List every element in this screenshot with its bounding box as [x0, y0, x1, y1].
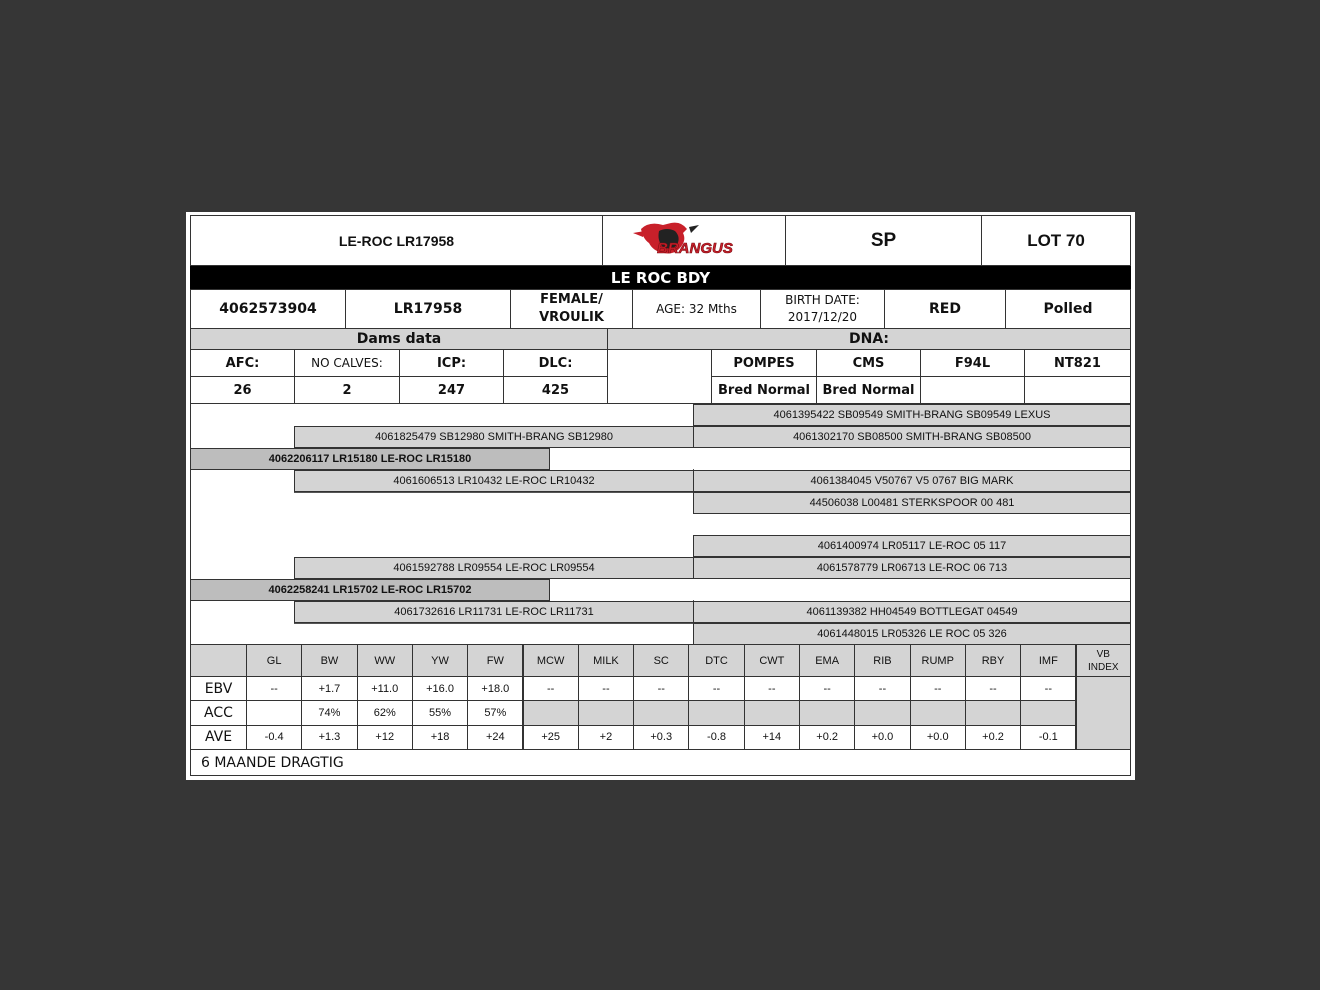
ebv-cell-acc-imf	[1020, 700, 1076, 725]
ebv-cell-ave-bw: +1.3	[301, 725, 357, 750]
ebv-cell-ave-ww: +12	[357, 725, 413, 750]
birth-date-cell	[760, 289, 885, 329]
ebv-header-cwt: CWT	[744, 644, 800, 677]
ebv-cell-ebv-ema: --	[799, 676, 855, 701]
svg-text:BRANGUS: BRANGUS	[657, 239, 733, 257]
ebv-cell-acc-mcw	[523, 700, 579, 725]
dna-pompes-value: Bred Normal	[711, 376, 817, 404]
colour: RED	[884, 289, 1006, 329]
ebv-header-rump: RUMP	[910, 644, 966, 677]
age: AGE: 32 Mths	[632, 289, 761, 329]
ebv-cell-ebv-sc: --	[633, 676, 689, 701]
ebv-cell-ave-milk: +2	[578, 725, 634, 750]
pedigree-dam-dam: 4061732616 LR11731 LE-ROC LR11731	[294, 601, 694, 623]
ebv-cell-acc-rib	[854, 700, 910, 725]
ebv-cell-acc-rump	[910, 700, 966, 725]
ebv-cell-acc-milk	[578, 700, 634, 725]
ebv-cell-ebv-cwt: --	[744, 676, 800, 701]
ebv-cell-ebv-yw: +16.0	[412, 676, 468, 701]
dna-blank-cell	[607, 349, 712, 404]
ebv-header-ema: EMA	[799, 644, 855, 677]
ebv-cell-acc-gl	[246, 700, 302, 725]
pedigree-dam-sire-dam: 4061578779 LR06713 LE-ROC 06 713	[693, 557, 1131, 579]
ebv-cell-ebv-imf: --	[1020, 676, 1076, 701]
ebv-cell-ave-imf: -0.1	[1020, 725, 1076, 750]
ebv-cell-ave-rby: +0.2	[965, 725, 1021, 750]
pedigree-sire: 4062206117 LR15180 LE-ROC LR15180	[190, 448, 550, 470]
ebv-cell-ave-rib: +0.0	[854, 725, 910, 750]
pedigree-dam-sire-sire: 4061400974 LR05117 LE-ROC 05 117	[693, 535, 1131, 557]
no-calves-value: 2	[294, 376, 400, 404]
ebv-cell-acc-rby	[965, 700, 1021, 725]
ebv-cell-ave-cwt: +14	[744, 725, 800, 750]
birth-date-label: BIRTH DATE:	[785, 293, 860, 307]
ebv-header-dtc: DTC	[688, 644, 744, 677]
pedigree-dam-dam-sire: 4061139382 HH04549 BOTTLEGAT 04549	[693, 601, 1131, 623]
ebv-header-imf: IMF	[1020, 644, 1076, 677]
dna-cms-header: CMS	[816, 349, 921, 377]
pedigree-dam-dam-dam: 4061448015 LR05326 LE ROC 05 326	[693, 623, 1131, 645]
pedigree-sire-sire-dam: 4061302170 SB08500 SMITH-BRANG SB08500	[693, 426, 1131, 448]
breeder-bar: LE ROC BDY	[190, 266, 1131, 289]
ebv-cell-acc-fw: 57%	[467, 700, 523, 725]
animal-name: LE-ROC LR17958	[190, 215, 603, 266]
pedigree-dam-sire: 4061592788 LR09554 LE-ROC LR09554	[294, 557, 694, 579]
ebv-cell-ave-gl: -0.4	[246, 725, 302, 750]
ebv-cell-ebv-ww: +11.0	[357, 676, 413, 701]
ebv-cell-ave-sc: +0.3	[633, 725, 689, 750]
registration-number: LR17958	[345, 289, 511, 329]
horn-status: Polled	[1005, 289, 1131, 329]
ebv-cell-acc-ema	[799, 700, 855, 725]
pedigree-sire-sire-sire: 4061395422 SB09549 SMITH-BRANG SB09549 LEXUS	[693, 404, 1131, 426]
ebv-cell-ebv-dtc: --	[688, 676, 744, 701]
ebv-cell-ebv-milk: --	[578, 676, 634, 701]
ebv-row-label-ebv: EBV	[190, 676, 247, 701]
category: SP	[785, 215, 982, 266]
animal-id: 4062573904	[190, 289, 346, 329]
dna-nt821-header: NT821	[1024, 349, 1131, 377]
ebv-header-yw: YW	[412, 644, 468, 677]
ebv-header-mcw: MCW	[523, 644, 579, 677]
dna-nt821-value	[1024, 376, 1131, 404]
ebv-cell-ave-yw: +18	[412, 725, 468, 750]
no-calves-header: NO CALVES:	[294, 349, 400, 377]
pedigree-dam: 4062258241 LR15702 LE-ROC LR15702	[190, 579, 550, 601]
dna-f94l-value	[920, 376, 1025, 404]
ebv-cell-acc-bw: 74%	[301, 700, 357, 725]
dlc-value: 425	[503, 376, 608, 404]
ebv-header-bw: BW	[301, 644, 357, 677]
dams-data-title: Dams data	[190, 328, 608, 350]
dna-title: DNA:	[607, 328, 1131, 350]
birth-date: 2017/12/20	[787, 310, 858, 324]
ebv-row-label-ave: AVE	[190, 725, 247, 750]
ebv-corner	[190, 644, 247, 677]
ebv-header-rib: RIB	[854, 644, 910, 677]
ebv-header-ww: WW	[357, 644, 413, 677]
ebv-header-milk: MILK	[578, 644, 634, 677]
ebv-header-fw: FW	[467, 644, 523, 677]
ebv-row-label-acc: ACC	[190, 700, 247, 725]
afc-value: 26	[190, 376, 295, 404]
icp-header: ICP:	[399, 349, 504, 377]
ebv-header-rby: RBY	[965, 644, 1021, 677]
bull-head-icon	[629, 219, 759, 263]
pedigree-sire-dam-sire: 4061384045 V50767 V5 0767 BIG MARK	[693, 470, 1131, 492]
pedigree-sire-sire: 4061825479 SB12980 SMITH-BRANG SB12980	[294, 426, 694, 448]
ebv-header-sc: SC	[633, 644, 689, 677]
pedigree-sire-dam: 4061606513 LR10432 LE-ROC LR10432	[294, 470, 694, 492]
sex: FEMALE/ VROULIK	[510, 289, 633, 329]
ebv-cell-ave-ema: +0.2	[799, 725, 855, 750]
ebv-cell-ave-rump: +0.0	[910, 725, 966, 750]
pedigree-sire-dam-dam: 44506038 L00481 STERKSPOOR 00 481	[693, 492, 1131, 514]
ebv-cell-ebv-fw: +18.0	[467, 676, 523, 701]
ebv-cell-ebv-gl: --	[246, 676, 302, 701]
lot-card	[186, 212, 1135, 780]
dna-f94l-header: F94L	[920, 349, 1025, 377]
ebv-cell-acc-dtc	[688, 700, 744, 725]
ebv-cell-ave-dtc: -0.8	[688, 725, 744, 750]
lot-number: LOT 70	[981, 215, 1131, 266]
lot-comment: 6 MAANDE DRAGTIG	[190, 749, 1131, 776]
ebv-cell-ebv-rump: --	[910, 676, 966, 701]
afc-header: AFC:	[190, 349, 295, 377]
ebv-cell-ave-fw: +24	[467, 725, 523, 750]
icp-value: 247	[399, 376, 504, 404]
ebv-header-vb-index: VB INDEX	[1076, 644, 1132, 677]
brangus-logo	[602, 215, 786, 266]
ebv-cell-acc-cwt	[744, 700, 800, 725]
ebv-cell-acc-sc	[633, 700, 689, 725]
ebv-cell-ave-mcw: +25	[523, 725, 579, 750]
dlc-header: DLC:	[503, 349, 608, 377]
ebv-cell-acc-yw: 55%	[412, 700, 468, 725]
ebv-cell-ebv-bw: +1.7	[301, 676, 357, 701]
ebv-header-gl: GL	[246, 644, 302, 677]
ebv-cell-ebv-rby: --	[965, 676, 1021, 701]
ebv-cell-acc-ww: 62%	[357, 700, 413, 725]
ebv-cell-ebv-rib: --	[854, 676, 910, 701]
ebv-cell-ebv-mcw: --	[523, 676, 579, 701]
dna-pompes-header: POMPES	[711, 349, 817, 377]
ebv-vb-index-value	[1076, 676, 1132, 750]
dna-cms-value: Bred Normal	[816, 376, 921, 404]
